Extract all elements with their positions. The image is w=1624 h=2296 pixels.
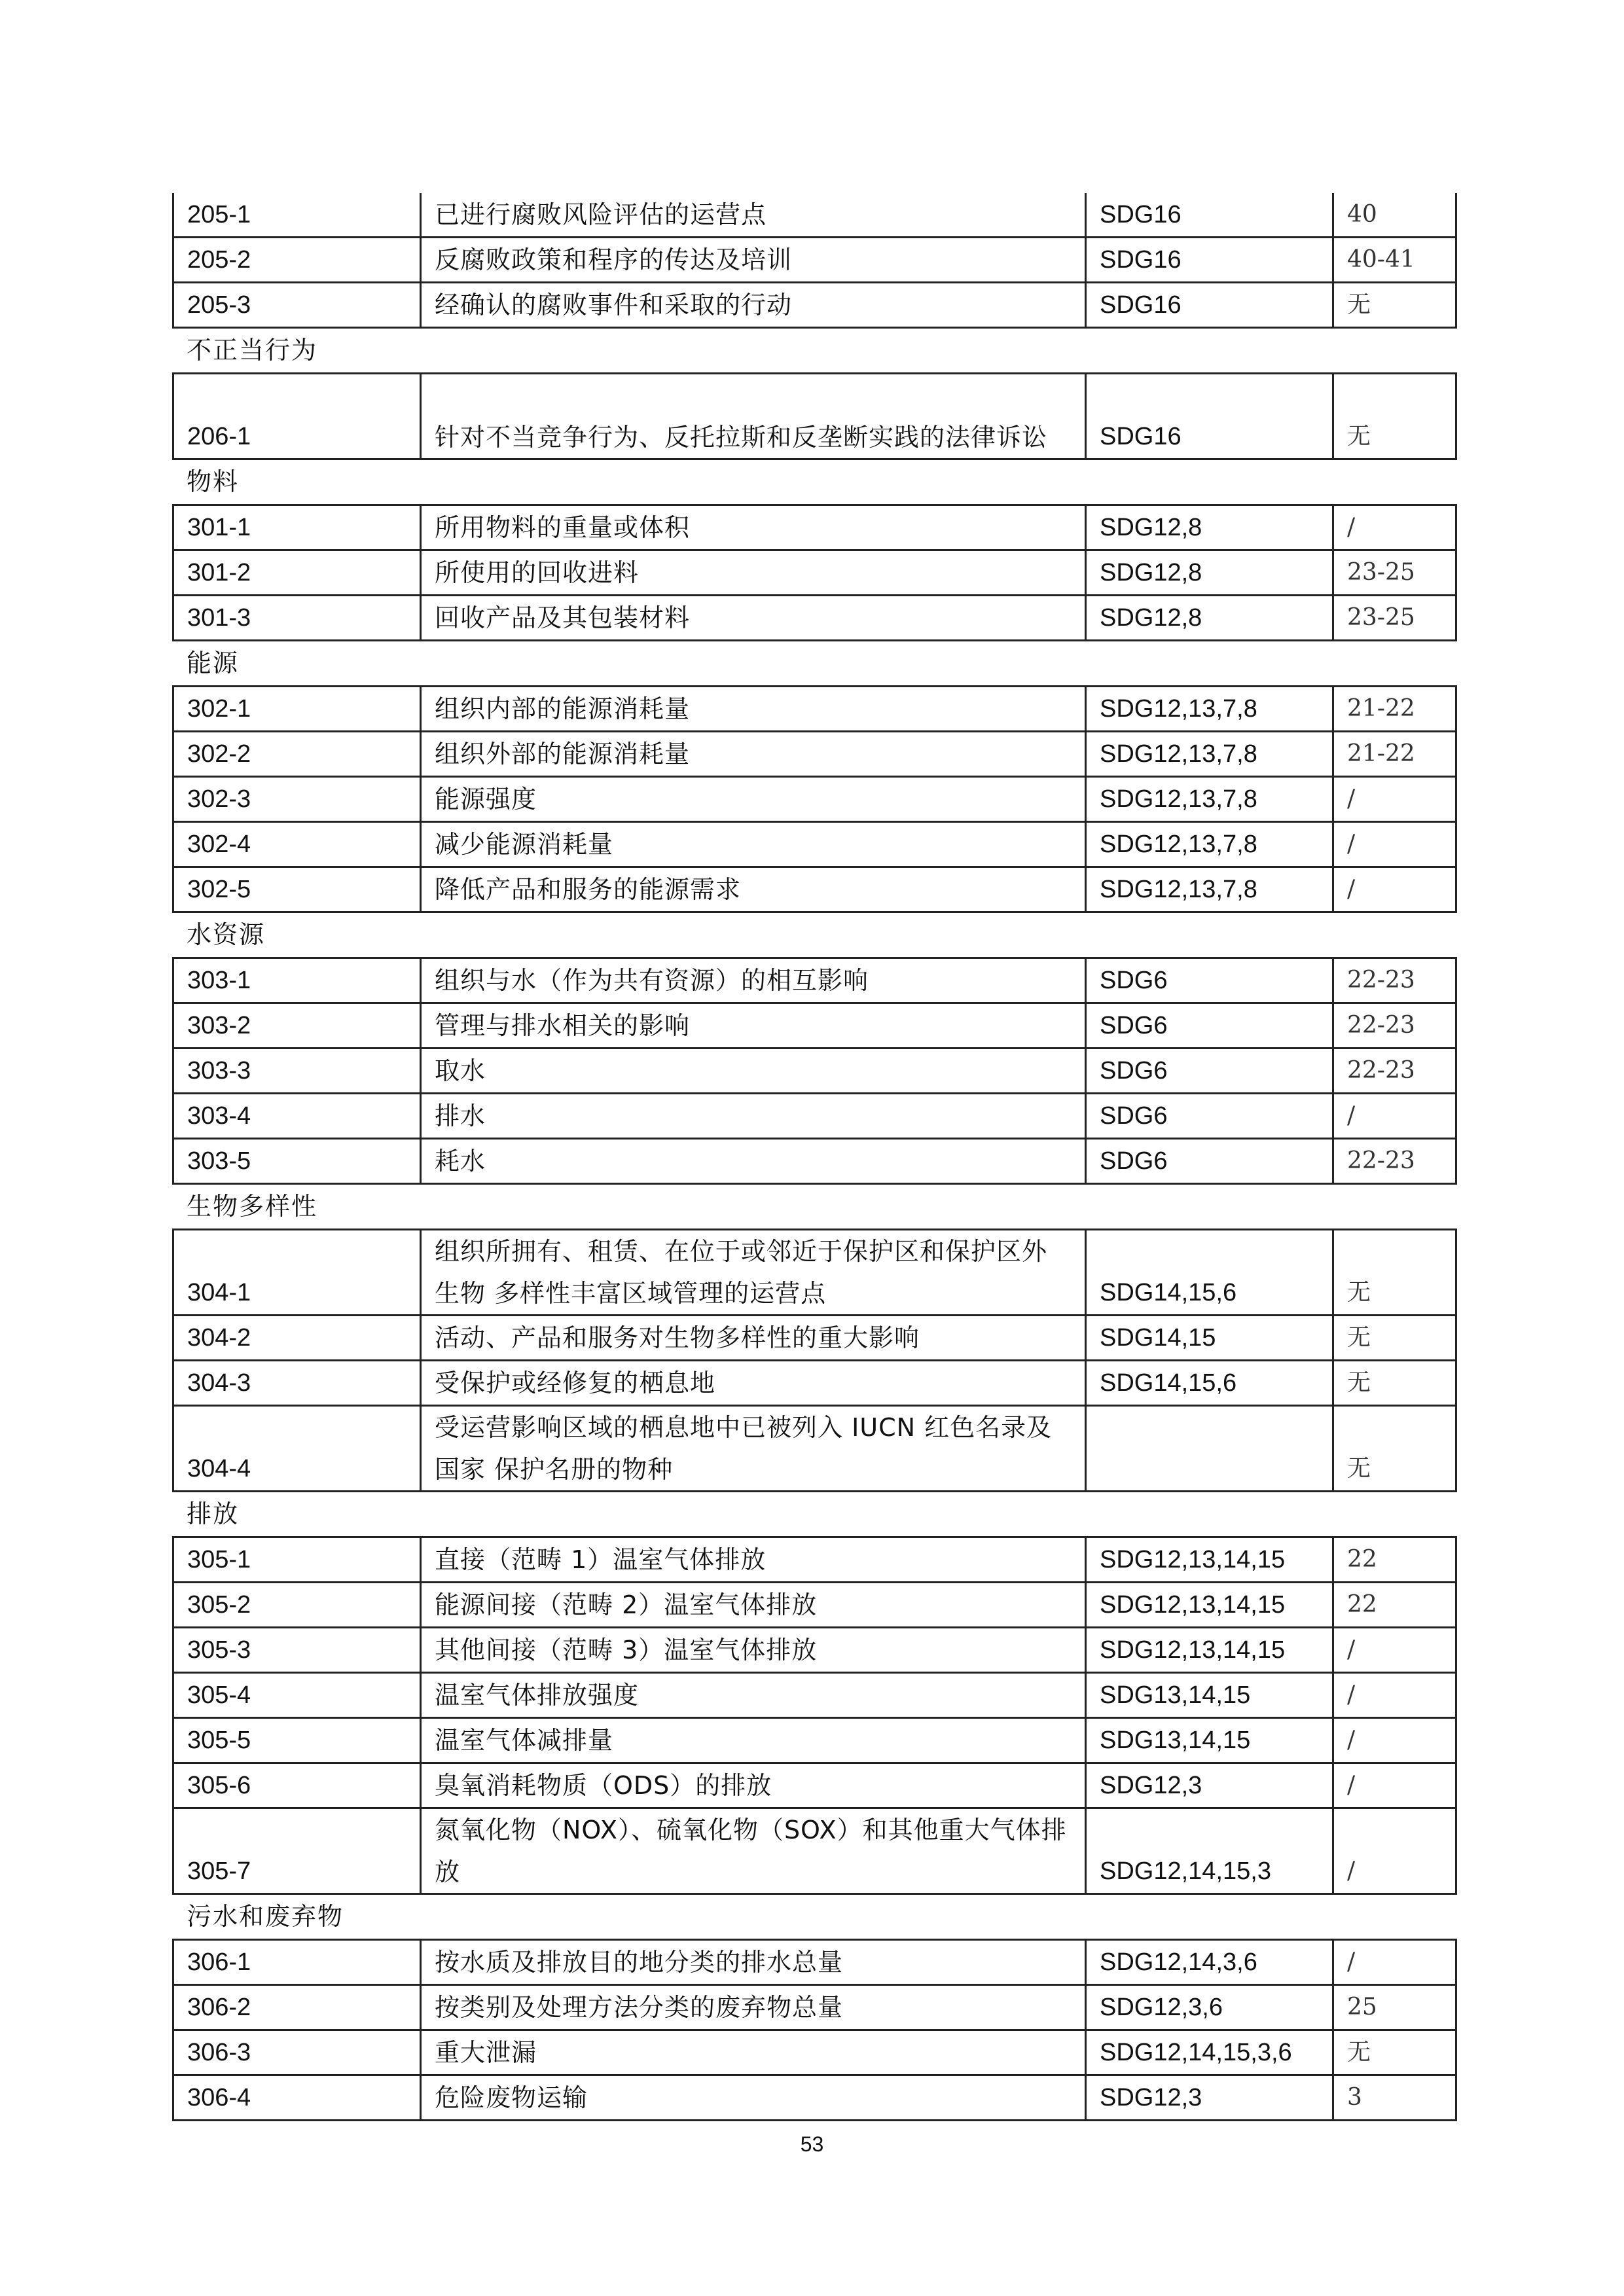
disclosure-id-cell: 303-4 [173,1094,421,1139]
disclosure-id-cell: 305-5 [173,1718,421,1763]
disclosure-description-cell: 危险废物运输 [421,2075,1086,2121]
sdg-cell: SDG12,14,3,6 [1086,1940,1333,1985]
section-title: 生物多样性 [187,1192,318,1221]
sdg-cell: SDG12,13,14,15 [1086,1537,1333,1583]
disclosure-id-cell: 305-2 [173,1583,421,1628]
table-row [173,1940,1456,1985]
page-reference-cell: 22 [1333,1537,1456,1583]
sdg-cell: SDG6 [1086,958,1333,1003]
page-reference-cell: / [1333,1094,1456,1139]
disclosure-id-cell: 304-1 [173,1230,421,1316]
table-row [173,822,1456,867]
disclosure-description-cell: 直接（范畴 1）温室气体排放 [421,1537,1086,1583]
page-reference-cell: 22-23 [1333,1049,1456,1094]
disclosure-id-cell: 305-4 [173,1673,421,1718]
page-reference-cell: 21-22 [1333,687,1456,732]
page-reference-cell: / [1333,1763,1456,1808]
disclosure-description-cell: 耗水 [421,1139,1086,1184]
disclosure-description-cell: 回收产品及其包装材料 [421,596,1086,641]
disclosure-description-cell: 组织内部的能源消耗量 [421,687,1086,732]
disclosure-id-cell: 205-1 [173,193,421,238]
disclosure-description-cell: 所用物料的重量或体积 [421,505,1086,550]
section-title: 物料 [187,467,240,496]
table-row [173,238,1456,283]
sdg-cell: SDG6 [1086,1003,1333,1049]
sdg-cell: SDG13,14,15 [1086,1718,1333,1763]
disclosure-description-cell: 经确认的腐败事件和采取的行动 [421,283,1086,328]
table-row [173,193,1456,238]
table-row [173,1361,1456,1406]
table-row [173,777,1456,822]
disclosure-description-cell: 其他间接（范畴 3）温室气体排放 [421,1628,1086,1673]
table-row [173,1583,1456,1628]
sdg-cell: SDG6 [1086,1094,1333,1139]
disclosure-description-cell: 组织外部的能源消耗量 [421,732,1086,777]
page-reference-cell: 25 [1333,1985,1456,2030]
table-row [173,1763,1456,1808]
page-reference-cell: 21-22 [1333,732,1456,777]
disclosure-description-cell: 按水质及排放目的地分类的排水总量 [421,1940,1086,1985]
sdg-cell: SDG12,13,14,15 [1086,1628,1333,1673]
table-row [173,596,1456,641]
page-reference-cell: 40-41 [1333,238,1456,283]
table-row [173,687,1456,732]
disclosure-description-cell: 组织所拥有、租赁、在位于或邻近于保护区和保护区外生物 多样性丰富区域管理的运营点 [421,1230,1086,1316]
page-reference-cell: 22-23 [1333,1003,1456,1049]
disclosure-id-cell: 301-2 [173,550,421,596]
page-reference-cell: 无 [1333,374,1456,459]
table-row [173,374,1456,459]
disclosure-table [172,685,1457,913]
page-reference-cell: 无 [1333,283,1456,328]
sdg-cell: SDG12,14,15,3 [1086,1808,1333,1894]
page-reference-cell: / [1333,777,1456,822]
disclosure-description-cell: 臭氧消耗物质（ODS）的排放 [421,1763,1086,1808]
disclosure-description-cell: 能源间接（范畴 2）温室气体排放 [421,1583,1086,1628]
table-row [173,505,1456,550]
disclosure-description-cell: 减少能源消耗量 [421,822,1086,867]
table-row [173,550,1456,596]
disclosure-description-cell: 针对不当竞争行为、反托拉斯和反垄断实践的法律诉讼 [421,374,1086,459]
disclosure-id-cell: 301-3 [173,596,421,641]
section-title: 水资源 [187,920,266,949]
disclosure-id-cell: 306-2 [173,1985,421,2030]
page-reference-cell: / [1333,1940,1456,1985]
disclosure-description-cell: 按类别及处理方法分类的废弃物总量 [421,1985,1086,2030]
disclosure-id-cell: 302-3 [173,777,421,822]
disclosure-table [172,193,1457,329]
disclosure-id-cell: 306-4 [173,2075,421,2121]
disclosure-id-cell: 305-3 [173,1628,421,1673]
sdg-cell [1086,1406,1333,1492]
page-reference-cell: 22 [1333,1583,1456,1628]
disclosure-description-cell: 组织与水（作为共有资源）的相互影响 [421,958,1086,1003]
sdg-cell: SDG12,13,7,8 [1086,822,1333,867]
disclosure-id-cell: 303-3 [173,1049,421,1094]
page-reference-cell: / [1333,822,1456,867]
sdg-cell: SDG6 [1086,1139,1333,1184]
disclosure-id-cell: 304-3 [173,1361,421,1406]
sdg-cell: SDG12,3 [1086,1763,1333,1808]
disclosure-id-cell: 305-6 [173,1763,421,1808]
sdg-cell: SDG6 [1086,1049,1333,1094]
table-row [173,958,1456,1003]
page-reference-cell: / [1333,1718,1456,1763]
section-title: 不正当行为 [187,336,318,365]
sdg-cell: SDG14,15 [1086,1316,1333,1361]
page-reference-cell: 无 [1333,1361,1456,1406]
disclosure-table [172,1536,1457,1895]
disclosure-table [172,957,1457,1185]
table-row [173,283,1456,328]
table-row [173,1316,1456,1361]
disclosure-description-cell: 反腐败政策和程序的传达及培训 [421,238,1086,283]
disclosure-id-cell: 302-1 [173,687,421,732]
table-row [173,1673,1456,1718]
sdg-cell: SDG16 [1086,193,1333,238]
disclosure-description-cell: 降低产品和服务的能源需求 [421,867,1086,912]
sdg-cell: SDG12,13,7,8 [1086,867,1333,912]
table-row [173,1628,1456,1673]
sdg-cell: SDG16 [1086,238,1333,283]
sdg-cell: SDG12,13,7,8 [1086,732,1333,777]
table-row [173,1808,1456,1894]
table-row [173,867,1456,912]
disclosure-table [172,1939,1457,2121]
page-reference-cell: / [1333,1673,1456,1718]
sdg-cell: SDG12,8 [1086,596,1333,641]
page-reference-cell: 无 [1333,1406,1456,1492]
page-reference-cell: 22-23 [1333,1139,1456,1184]
disclosure-description-cell: 排水 [421,1094,1086,1139]
disclosure-id-cell: 303-5 [173,1139,421,1184]
table-row [173,1718,1456,1763]
sdg-cell: SDG12,13,7,8 [1086,777,1333,822]
sdg-cell: SDG16 [1086,283,1333,328]
page-reference-cell: 22-23 [1333,958,1456,1003]
disclosure-description-cell: 氮氧化物（NOX）、硫氧化物（SOX）和其他重大气体排放 [421,1808,1086,1894]
disclosure-id-cell: 302-4 [173,822,421,867]
disclosure-description-cell: 所使用的回收进料 [421,550,1086,596]
disclosure-description-cell: 温室气体排放强度 [421,1673,1086,1718]
page-reference-cell: / [1333,867,1456,912]
table-row [173,1049,1456,1094]
table-row [173,1985,1456,2030]
sdg-cell: SDG12,14,15,3,6 [1086,2030,1333,2075]
page-reference-cell: 无 [1333,2030,1456,2075]
disclosure-table [172,1229,1457,1492]
section-title: 污水和废弃物 [187,1902,344,1931]
disclosure-id-cell: 206-1 [173,374,421,459]
page-number: 53 [800,2132,824,2156]
sdg-cell: SDG12,8 [1086,505,1333,550]
page-reference-cell: / [1333,505,1456,550]
disclosure-id-cell: 306-1 [173,1940,421,1985]
sdg-cell: SDG12,3,6 [1086,1985,1333,2030]
section-title: 排放 [187,1499,240,1528]
disclosure-description-cell: 取水 [421,1049,1086,1094]
disclosure-description-cell: 重大泄漏 [421,2030,1086,2075]
disclosure-description-cell: 温室气体减排量 [421,1718,1086,1763]
disclosure-id-cell: 304-2 [173,1316,421,1361]
section-title: 能源 [187,649,240,677]
sdg-cell: SDG12,13,14,15 [1086,1583,1333,1628]
disclosure-id-cell: 205-3 [173,283,421,328]
page-reference-cell: 23-25 [1333,550,1456,596]
disclosure-description-cell: 已进行腐败风险评估的运营点 [421,193,1086,238]
page-reference-cell: 40 [1333,193,1456,238]
page-reference-cell: 3 [1333,2075,1456,2121]
sdg-cell: SDG14,15,6 [1086,1230,1333,1316]
disclosure-id-cell: 306-3 [173,2030,421,2075]
table-row [173,1230,1456,1316]
sdg-cell: SDG12,3 [1086,2075,1333,2121]
sdg-cell: SDG12,13,7,8 [1086,687,1333,732]
disclosure-id-cell: 301-1 [173,505,421,550]
table-row [173,2075,1456,2121]
disclosure-description-cell: 受运营影响区域的栖息地中已被列入 IUCN 红色名录及国家 保护名册的物种 [421,1406,1086,1492]
disclosure-id-cell: 304-4 [173,1406,421,1492]
page-reference-cell: 无 [1333,1316,1456,1361]
disclosure-description-cell: 受保护或经修复的栖息地 [421,1361,1086,1406]
disclosure-description-cell: 能源强度 [421,777,1086,822]
disclosure-id-cell: 303-2 [173,1003,421,1049]
table-row [173,1003,1456,1049]
disclosure-id-cell: 305-1 [173,1537,421,1583]
sdg-cell: SDG14,15,6 [1086,1361,1333,1406]
table-row [173,2030,1456,2075]
gri-index-content [172,193,1455,2121]
disclosure-table [172,504,1457,641]
page-reference-cell: / [1333,1628,1456,1673]
page-reference-cell: 23-25 [1333,596,1456,641]
table-row [173,1406,1456,1492]
page-reference-cell: 无 [1333,1230,1456,1316]
disclosure-id-cell: 305-7 [173,1808,421,1894]
disclosure-id-cell: 302-2 [173,732,421,777]
sdg-cell: SDG16 [1086,374,1333,459]
table-row [173,1094,1456,1139]
disclosure-description-cell: 活动、产品和服务对生物多样性的重大影响 [421,1316,1086,1361]
disclosure-id-cell: 205-2 [173,238,421,283]
disclosure-table [172,372,1457,460]
sdg-cell: SDG12,8 [1086,550,1333,596]
table-row [173,1139,1456,1184]
sdg-cell: SDG13,14,15 [1086,1673,1333,1718]
table-row [173,732,1456,777]
disclosure-description-cell: 管理与排水相关的影响 [421,1003,1086,1049]
disclosure-id-cell: 302-5 [173,867,421,912]
disclosure-id-cell: 303-1 [173,958,421,1003]
table-row [173,1537,1456,1583]
page-reference-cell: / [1333,1808,1456,1894]
